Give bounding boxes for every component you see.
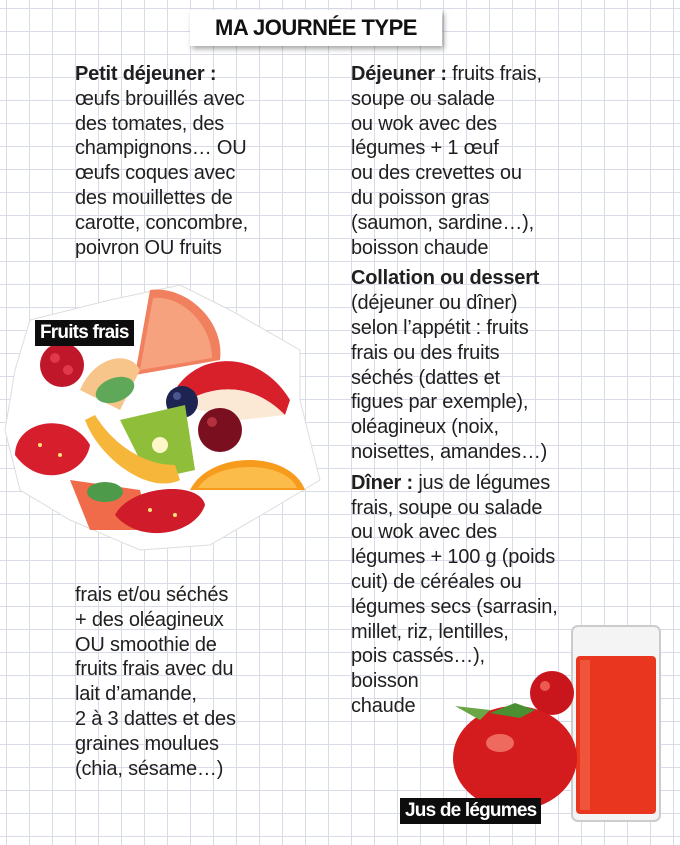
text-line: frais et/ou séchés (75, 584, 229, 606)
lunch-first-line (351, 62, 651, 87)
lunch-label: Déjeuner : (351, 63, 447, 85)
text-line: ou des crevettes ou (351, 162, 522, 185)
text-line: des tomates, des (75, 112, 225, 135)
breakfast-section (75, 62, 335, 260)
text-line: frais ou des fruits (351, 341, 500, 364)
title-banner (190, 10, 442, 46)
text-line: jus de légumes (418, 471, 551, 494)
text-line: légumes + 100 g (poids (351, 546, 556, 569)
text-line: (chia, sésame…) (75, 757, 224, 780)
text-line: + des oléagineux (75, 608, 224, 631)
text-line: des mouillettes de (75, 186, 233, 209)
snack-label: Collation ou dessert (351, 267, 540, 290)
text-line: poivron OU fruits (75, 236, 222, 259)
snack-section (351, 266, 651, 464)
page-title: MA JOURNÉE TYPE (215, 15, 417, 40)
text-line: œufs coques avec (75, 162, 236, 185)
text-line: noisettes, amandes…) (351, 440, 548, 463)
text-line: 2 à 3 dattes et des (75, 707, 236, 730)
text-line: frais, soupe ou salade (351, 496, 543, 519)
text-line: millet, riz, lentilles, (351, 620, 509, 643)
text-line: cuit) de céréales ou (351, 570, 522, 593)
text-line: fruits frais avec du (75, 658, 234, 681)
text-line: ou wok avec des (351, 521, 497, 544)
text-line: selon l’appétit : fruits (351, 316, 529, 339)
text-line: pois cassés…), (351, 645, 485, 668)
fruits-caption: Fruits frais (35, 320, 134, 346)
text-line: légumes + 1 œuf (351, 137, 499, 160)
text-line: (saumon, sardine…), (351, 211, 534, 234)
text-line: chaude (351, 694, 416, 717)
text-line: OU smoothie de (75, 633, 217, 656)
text-line: graines moulues (75, 732, 219, 755)
juice-caption: Jus de légumes (400, 798, 541, 824)
text-line: (déjeuner ou dîner) (351, 292, 518, 315)
lunch-section (351, 62, 651, 260)
text-line: ou wok avec des (351, 112, 497, 135)
text-line: du poisson gras (351, 186, 490, 209)
text-line: champignons… OU (75, 137, 247, 160)
text-line: boisson chaude (351, 236, 489, 259)
breakfast-label: Petit déjeuner : (75, 63, 217, 85)
text-line: lait d’amande, (75, 683, 197, 706)
text-line: boisson (351, 670, 419, 693)
text-line: oléagineux (noix, (351, 416, 499, 439)
dinner-label: Dîner : (351, 471, 413, 494)
text-line: fruits frais, (452, 63, 542, 85)
text-line: œufs brouillés avec (75, 87, 245, 110)
text-line: séchés (dattes et (351, 366, 500, 389)
text-line: légumes secs (sarrasin, (351, 595, 558, 618)
text-line: soupe ou salade (351, 87, 495, 110)
text-line: carotte, concombre, (75, 211, 248, 234)
breakfast-continued-section (75, 583, 335, 781)
dinner-first-line (351, 471, 651, 496)
text-line: figues par exemple), (351, 391, 529, 414)
